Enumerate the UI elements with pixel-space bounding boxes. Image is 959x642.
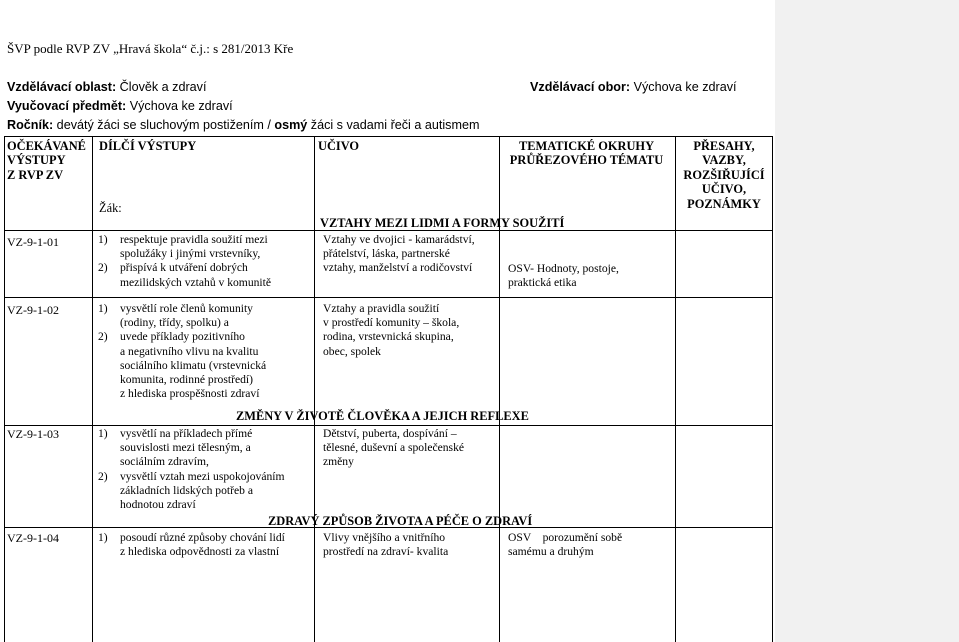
row-ucivo: Vztahy a pravidla soužití v prostředí komunity – škola, rodina, vrstevnická skupina, obec, spolek	[323, 302, 460, 358]
row-code: VZ-9-1-04	[7, 531, 59, 545]
row-ucivo: Vlivy vnějšího a vnitřního prostředí na zdraví- kvalita	[323, 531, 449, 559]
rocnik-line: Ročník: devátý žáci se sluchovým postižením / osmý žáci s vadami řeči a autismem	[7, 118, 480, 132]
table-right-border	[772, 136, 773, 642]
row-tema: OSV- Hodnoty, postoje, praktická etika	[508, 262, 619, 290]
row-border	[4, 425, 772, 426]
header-ucivo: UČIVO	[318, 139, 360, 153]
row-tema: OSV porozumění sobě samému a druhým	[508, 531, 623, 559]
section-heading: ZDRAVÝ ZPŮSOB ŽIVOTA A PÉČE O ZDRAVÍ	[268, 514, 533, 528]
row-outcomes: 1) vysvětlí role členů komunity (rodiny, třídy, spolku) a 2) uvede příklady pozitivního a negativního vlivu na kvalitu sociálního klimatu (vrstevnická komunita, rodinné prostředí) z hlediska prospěšnosti zdraví	[98, 302, 267, 401]
section-heading: ZMĚNY V ŽIVOTĚ ČLOVĚKA A JEJICH REFLEXE	[236, 409, 529, 423]
section-heading: VZTAHY MEZI LIDMI A FORMY SOUŽITÍ	[320, 216, 565, 230]
column-divider	[499, 136, 500, 642]
row-outcomes: 1) respektuje pravidla soužití mezi spolužáky i jinými vrstevníky, 2) přispívá k utváření dobrých mezilidských vztahů v komunitě	[98, 233, 272, 289]
row-ucivo: Dětství, puberta, dospívání – tělesné, duševní a společenské změny	[323, 427, 465, 469]
predmet-line	[7, 99, 233, 113]
row-code: VZ-9-1-02	[7, 303, 59, 317]
header-zak: Žák:	[99, 201, 122, 215]
row-border	[4, 297, 772, 298]
comment-margin-pane	[775, 0, 959, 642]
predmet-value: Výchova ke zdraví	[126, 99, 233, 113]
header-dilci-vystupy: DÍLČÍ VÝSTUPY	[99, 139, 197, 153]
rocnik-label: Ročník:	[7, 118, 54, 132]
column-divider	[314, 136, 315, 642]
header-presahy: PŘESAHY, VAZBY, ROZŠIŘUJÍCÍ UČIVO, POZNÁMKY	[683, 139, 765, 211]
obor-label: Vzdělávací obor:	[530, 80, 631, 94]
predmet-label: Vyučovací předmět:	[7, 99, 127, 113]
obor-value: Výchova ke zdraví	[630, 80, 737, 94]
row-code: VZ-9-1-01	[7, 235, 59, 249]
row-ucivo: Vztahy ve dvojici - kamarádství, přátelství, láska, partnerské vztahy, manželství a rodičovství	[323, 233, 475, 275]
row-outcomes: 1) posoudí různé způsoby chování lidí z hlediska odpovědnosti za vlastní	[98, 531, 285, 559]
oblast-value: Člověk a zdraví	[116, 80, 207, 94]
oblast-line	[7, 80, 206, 94]
column-divider	[675, 136, 676, 642]
row-outcomes: 1) vysvětlí na příkladech přímé souvislosti mezi tělesným, a sociálním zdravím, 2) vysvětlí vztah mezi uspokojováním základních lidských potřeb a hodnotou zdraví	[98, 427, 285, 512]
header-ocekavane-vystupy: OČEKÁVANÉ VÝSTUPY Z RVP ZV	[7, 139, 86, 182]
column-divider	[92, 136, 93, 642]
table-left-border	[4, 136, 5, 642]
header-tematicke-okruhy: TEMATICKÉ OKRUHY PRŮŘEZOVÉHO TÉMATU	[509, 139, 664, 168]
table-top-border	[4, 136, 772, 137]
row-code: VZ-9-1-03	[7, 427, 59, 441]
obor-line	[530, 80, 737, 94]
oblast-label: Vzdělávací oblast:	[7, 80, 117, 94]
svp-reference-line: ŠVP podle RVP ZV „Hravá škola“ č.j.: s 281/2013 Kře	[7, 41, 294, 56]
